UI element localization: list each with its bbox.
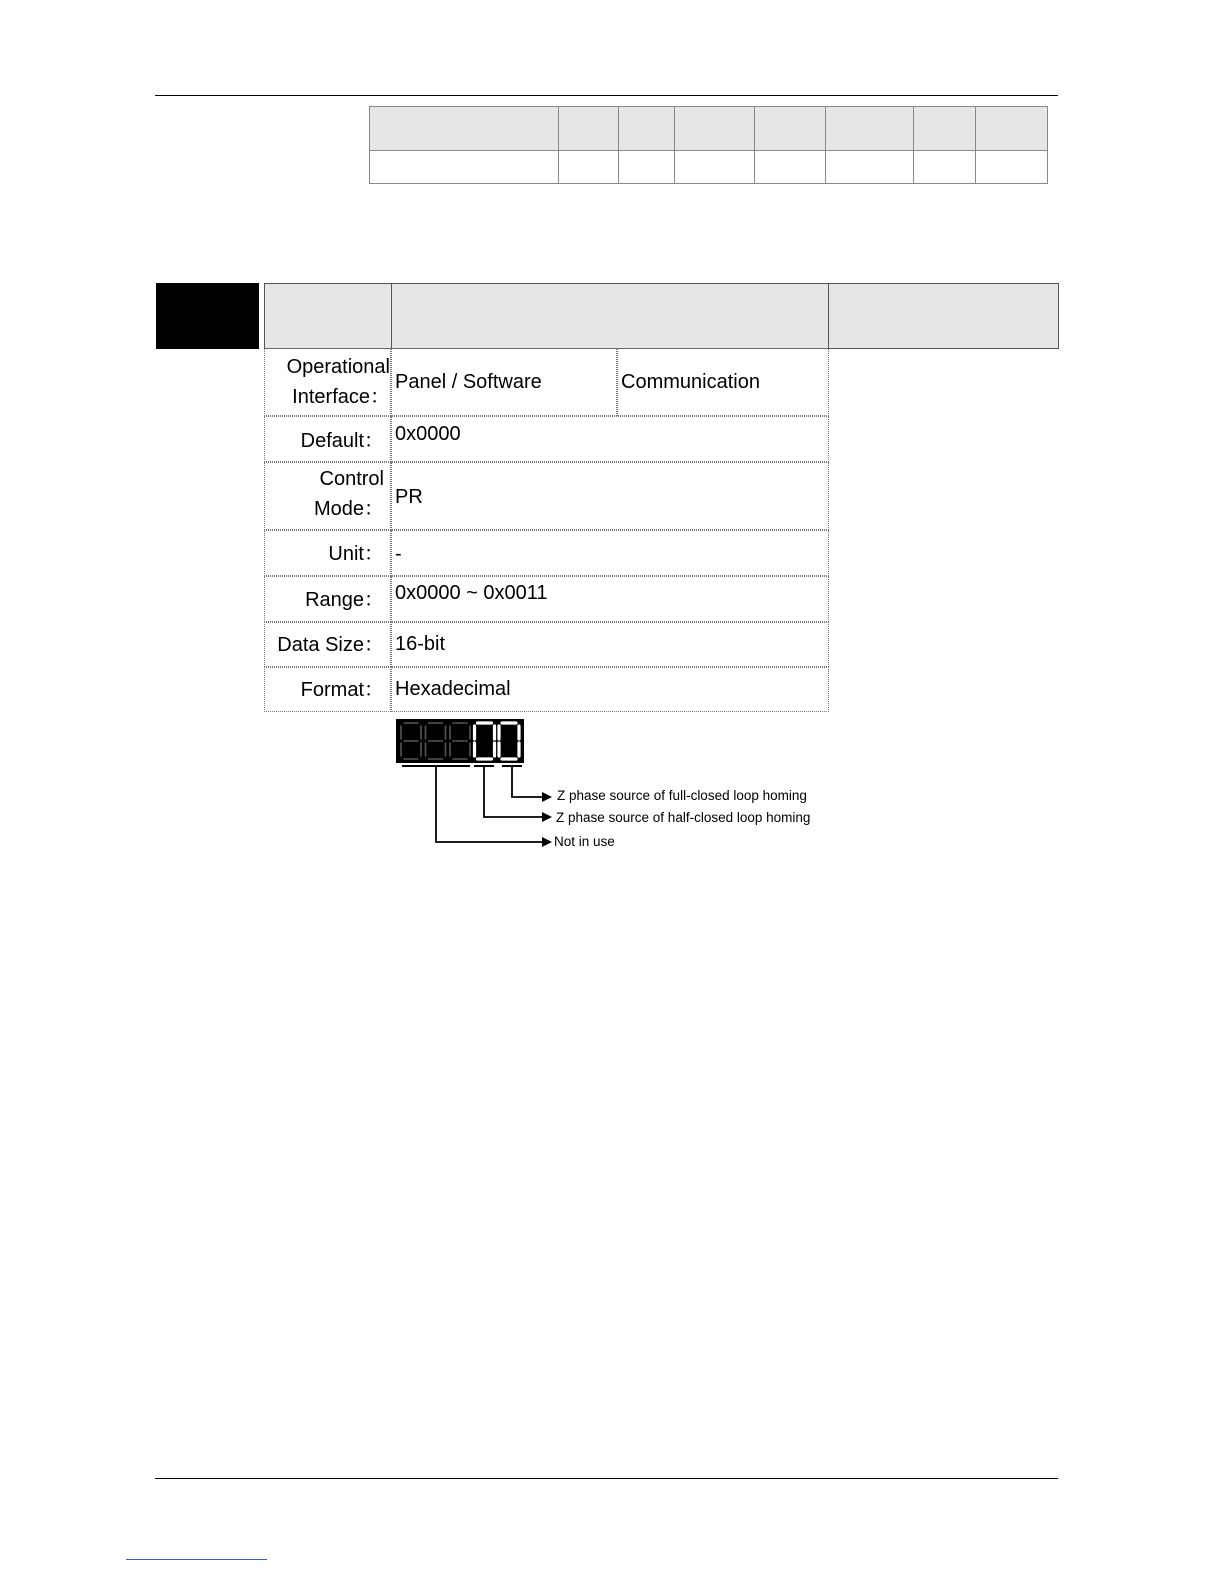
- unit-label: [264, 530, 391, 576]
- parameter-summary-table: [369, 106, 1048, 184]
- parameter-description-cell: [391, 283, 829, 349]
- unit-value-text: -: [395, 543, 402, 565]
- annotation-not-in-use: Not in use: [554, 834, 615, 849]
- summary-header-cell: [675, 107, 755, 151]
- control-mode-label: [264, 462, 391, 530]
- range-label-text: Range：: [305, 589, 384, 611]
- summary-cell: [755, 151, 826, 184]
- summary-header-cell: [826, 107, 914, 151]
- interface-label-text: Operational Interface：: [286, 356, 390, 408]
- interface-label: [264, 348, 391, 416]
- footnote-rule: [126, 1559, 267, 1560]
- annotation-full-closed: Z phase source of full-closed loop homing: [557, 788, 807, 803]
- summary-cell: [619, 151, 675, 184]
- default-label-text: Default：: [300, 430, 384, 452]
- interface-option-text: Communication: [621, 371, 760, 393]
- control-mode-label-text: Control Mode：: [313, 468, 384, 520]
- summary-cell: [675, 151, 755, 184]
- data-size-label-text: Data Size：: [277, 634, 384, 656]
- parameter-name-cell: [264, 283, 392, 349]
- summary-header-cell: [619, 107, 675, 151]
- summary-header-cell: [914, 107, 976, 151]
- parameter-code-block: [156, 283, 259, 349]
- default-value: [391, 416, 829, 462]
- format-value-text: Hexadecimal: [395, 678, 511, 700]
- unit-label-text: Unit：: [328, 543, 384, 565]
- format-value: [391, 667, 829, 712]
- annotation-half-closed: Z phase source of half-closed loop homing: [556, 810, 811, 825]
- default-label: [264, 416, 391, 462]
- control-mode-value: [391, 462, 829, 530]
- range-label: [264, 576, 391, 622]
- summary-header-cell: [976, 107, 1048, 151]
- data-size-value-text: 16-bit: [395, 633, 446, 655]
- range-value-text: 0x0000 ~ 0x0011: [395, 582, 548, 604]
- parameter-address-cell: [828, 283, 1059, 349]
- data-size-value: [391, 622, 829, 667]
- interface-option-panel: [391, 348, 617, 416]
- summary-header-cell: [755, 107, 826, 151]
- summary-cell: [370, 151, 559, 184]
- control-mode-value-text: PR: [395, 486, 423, 508]
- summary-header-cell: [559, 107, 619, 151]
- format-label: [264, 667, 391, 712]
- summary-cell: [976, 151, 1048, 184]
- default-value-text: 0x0000: [395, 423, 461, 445]
- unit-value: [391, 530, 829, 576]
- summary-cell: [914, 151, 976, 184]
- summary-cell: [826, 151, 914, 184]
- range-value: [391, 576, 829, 622]
- display-bit-diagram: [396, 717, 836, 857]
- summary-header-cell: [370, 107, 559, 151]
- interface-option-text: Panel / Software: [395, 371, 542, 393]
- format-label-text: Format：: [300, 679, 384, 701]
- summary-cell: [559, 151, 619, 184]
- seven-segment-display: [396, 717, 836, 857]
- header-rule: [155, 95, 1058, 96]
- interface-option-communication: [617, 348, 829, 416]
- footer-rule: [155, 1478, 1058, 1479]
- data-size-label: [264, 622, 391, 667]
